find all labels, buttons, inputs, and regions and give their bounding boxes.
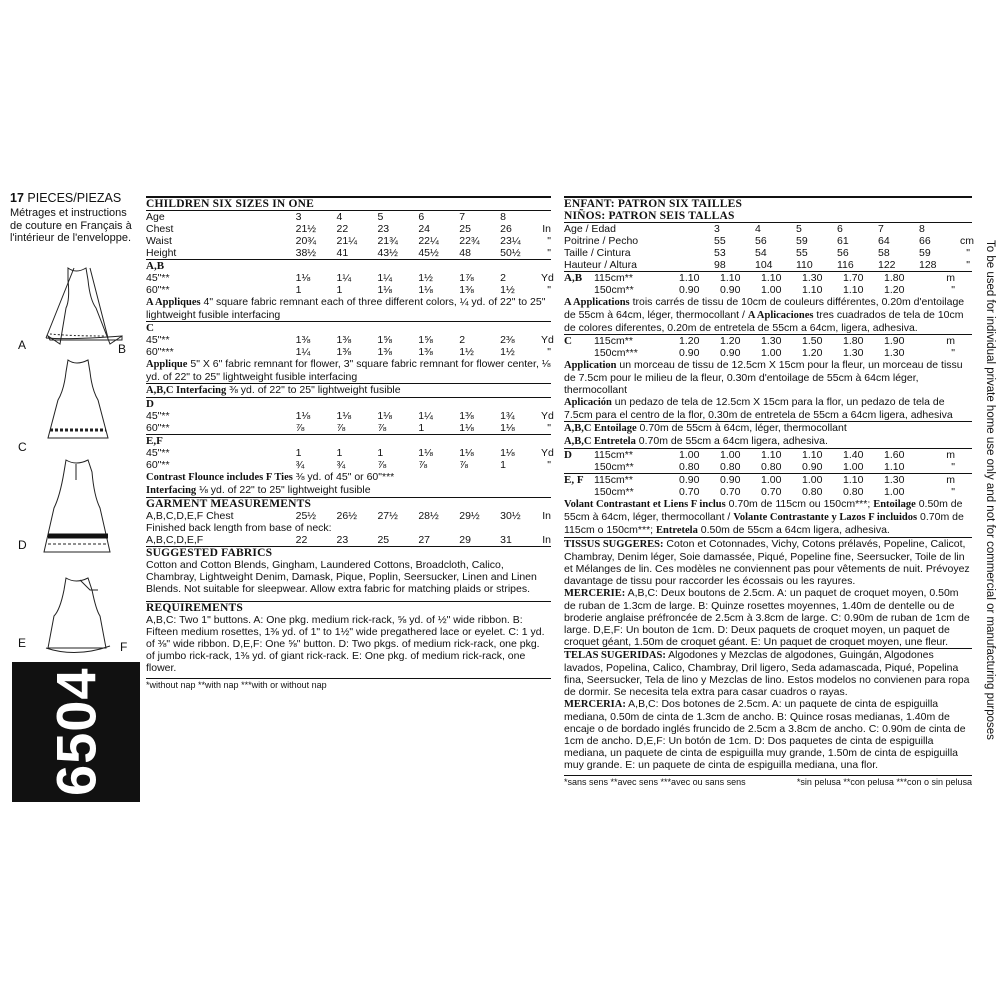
cell-value: 4 bbox=[336, 211, 343, 223]
english-column bbox=[146, 196, 554, 691]
row-label: Chest bbox=[146, 223, 174, 235]
row-label: 60"** bbox=[146, 284, 170, 296]
row-group-label bbox=[564, 461, 594, 473]
unit-label: m bbox=[946, 449, 955, 461]
cell-value: 29½ bbox=[459, 510, 480, 522]
fr-ab-table bbox=[564, 272, 972, 296]
cell-value: 7 bbox=[459, 211, 466, 223]
view-label-e: E bbox=[18, 636, 27, 650]
cell-value: 1.20 bbox=[884, 284, 905, 296]
cell-value: 23¼ bbox=[500, 235, 521, 247]
cell-value: 1⅝ bbox=[418, 334, 433, 346]
cell-value: 1.10 bbox=[884, 461, 905, 473]
cell-value: 0.90 bbox=[720, 284, 741, 296]
en-abc-interfacing: A,B,C Interfacing ⅜ yd. of 22" to 25" lightweight fusible bbox=[146, 384, 401, 396]
row-label: 150cm** bbox=[594, 461, 634, 473]
cell-value: 2⅜ bbox=[500, 334, 515, 346]
cell-value: 22 bbox=[336, 223, 349, 235]
cell-value: 0.70 bbox=[679, 486, 700, 498]
tissus-text: TISSUS SUGGERES: Coton et Cotonnades, Vichy, Cotons prélavés, Popeline, Calicot, Chambray, Denim léger, Soie damassée, Piqué, Popeline fine, Seersucker, Toile de lin et Mélanges de lin. Ces modèles ne conviennent pas pour vêtements de nuit. Prévoyez davantage de tissu pour raccorder les écossais ou les rayures. bbox=[564, 538, 970, 587]
cell-value: 25½ bbox=[295, 510, 317, 522]
unit-label: " bbox=[951, 486, 955, 498]
cell-value: 61 bbox=[837, 235, 849, 247]
cell-value: ¾ bbox=[336, 459, 346, 471]
cell-value: 22¾ bbox=[459, 235, 480, 247]
table-row bbox=[146, 510, 551, 522]
cell-value: ⅞ bbox=[336, 422, 346, 434]
cell-value: 0.80 bbox=[802, 486, 823, 498]
fr-c-table bbox=[564, 335, 972, 359]
cell-value: 66 bbox=[919, 235, 931, 247]
cell-value: 1⅜ bbox=[295, 334, 311, 346]
table-row bbox=[564, 474, 972, 486]
row-group-label: E, F bbox=[564, 474, 584, 486]
cell-value: 1½ bbox=[500, 346, 515, 358]
view-label-a: A bbox=[18, 338, 27, 352]
cell-value: 8 bbox=[919, 223, 925, 235]
row-label: Poitrine / Pecho bbox=[564, 235, 639, 247]
cell-value: 1.30 bbox=[802, 272, 823, 284]
cell-value: 6 bbox=[418, 211, 425, 223]
cell-value: 1 bbox=[418, 422, 425, 434]
cell-value: 1⅛ bbox=[459, 422, 474, 434]
cell-value: 1.10 bbox=[761, 449, 782, 461]
cell-value: ⅞ bbox=[377, 459, 387, 471]
cell-value: 116 bbox=[837, 259, 854, 271]
cell-value: 31 bbox=[500, 534, 512, 546]
es-footnote: *sin pelusa **con pelusa ***con o sin pelusa bbox=[796, 777, 972, 787]
cell-value: 1.00 bbox=[843, 461, 864, 473]
cell-value: 1.30 bbox=[843, 347, 864, 359]
cell-value: 55 bbox=[714, 235, 726, 247]
cell-value: 1¼ bbox=[336, 272, 352, 284]
row-label: 45"** bbox=[146, 334, 170, 346]
table-row bbox=[146, 272, 554, 284]
french-spanish-column bbox=[564, 196, 972, 788]
row-label: A,B,C,D,E,F Chest bbox=[146, 510, 234, 522]
cell-value: 30½ bbox=[500, 510, 521, 522]
cell-value: 1⅛ bbox=[377, 410, 393, 422]
requirements-text: A,B,C: Two 1" buttons. A: One pkg. medium rick-rack, ⅝ yd. of ½" wide ribbon. B: Fifteen medium rosettes, 1⅜ yd. of 1" to 1½" wide pregathered lace or eyelet. C: 1 yd. of ⅜" wide ribbon. D,E,F: One ⅝" button. D: Two pkgs. of medium rick-rack, one pkg. of jumbo rick-rack, 1⅜ yd. of giant rick-rack. E: One pkg. of medium rick-rack, one flower. bbox=[146, 614, 545, 674]
row-label: 60"** bbox=[146, 422, 170, 434]
en-ab-table bbox=[146, 272, 554, 296]
table-row bbox=[146, 211, 551, 223]
cell-value: 1.70 bbox=[843, 272, 864, 284]
cell-value: 7 bbox=[878, 223, 884, 235]
en-ef-interfacing: Interfacing ⅛ yd. of 22" to 25" lightweight fusible bbox=[146, 484, 371, 496]
cell-value: 55 bbox=[796, 247, 808, 259]
unit-label: " bbox=[951, 284, 955, 296]
row-label: 45"** bbox=[146, 272, 170, 284]
cell-value: 1.00 bbox=[761, 474, 782, 486]
view-label-c: C bbox=[18, 440, 27, 454]
table-row bbox=[146, 422, 551, 434]
cell-value: 5 bbox=[796, 223, 802, 235]
cell-value: 1.10 bbox=[843, 474, 864, 486]
table-row bbox=[146, 459, 551, 471]
row-group-label: A,B bbox=[564, 272, 583, 284]
table-row bbox=[146, 410, 554, 422]
cell-value: 1⅜ bbox=[418, 346, 433, 358]
cell-value: 1¼ bbox=[377, 272, 393, 284]
en-ef-table bbox=[146, 447, 554, 471]
cell-value: ⅞ bbox=[459, 459, 469, 471]
cell-value: 1⅞ bbox=[459, 272, 474, 284]
cell-value: 0.90 bbox=[679, 474, 700, 486]
cell-value: 1⅛ bbox=[295, 410, 311, 422]
row-label: Hauteur / Altura bbox=[564, 259, 637, 271]
table-row bbox=[146, 534, 551, 546]
fr-footnote: *sans sens **avec sens ***avec ou sans sens bbox=[564, 777, 746, 787]
fr-ef-table bbox=[564, 474, 972, 498]
row-label: 60"** bbox=[146, 459, 170, 471]
table-row bbox=[146, 346, 551, 358]
row-label: 115cm** bbox=[594, 474, 633, 486]
cell-value: 26 bbox=[500, 223, 512, 235]
cell-value: 25 bbox=[459, 223, 471, 235]
en-title: CHILDREN SIX SIZES IN ONE bbox=[146, 198, 314, 210]
unit-label: m bbox=[946, 474, 955, 486]
cell-value: 1½ bbox=[500, 284, 515, 296]
cell-value: 41 bbox=[336, 247, 349, 259]
cell-value: 1 bbox=[500, 459, 506, 471]
row-group-label bbox=[564, 284, 594, 296]
cell-value: ⅞ bbox=[295, 422, 305, 434]
fr-c-note-es: Aplicación un pedazo de tela de 12.5cm X 15cm para la flor, un pedazo de tela de 7.5cm para el centro de la flor, 0.30m de entretela de 55cm a 64cm ligera, adhesiva bbox=[564, 396, 953, 421]
cell-value: 1¼ bbox=[418, 410, 433, 422]
unit-label: In bbox=[542, 510, 552, 522]
cell-value: 22¼ bbox=[418, 235, 439, 247]
cell-value: 1 bbox=[336, 284, 343, 296]
cell-value: 1.10 bbox=[679, 272, 700, 284]
cell-value: 1⅜ bbox=[336, 334, 352, 346]
cell-value: 56 bbox=[755, 235, 767, 247]
cell-value: 0.80 bbox=[761, 461, 782, 473]
cell-value: 48 bbox=[459, 247, 471, 259]
cell-value: 1.30 bbox=[761, 335, 782, 347]
unit-label: Yd bbox=[540, 272, 554, 284]
cell-value: 1⅛ bbox=[500, 447, 515, 459]
cell-value: 1 bbox=[295, 284, 302, 296]
cell-value: 1 bbox=[377, 447, 384, 459]
pattern-number: 6504 bbox=[44, 667, 108, 797]
table-row bbox=[564, 259, 972, 271]
row-label: Waist bbox=[146, 235, 172, 247]
cell-value: 25 bbox=[377, 534, 390, 546]
cell-value: 56 bbox=[837, 247, 849, 259]
cell-value: 0.90 bbox=[679, 347, 700, 359]
cell-value: 20¾ bbox=[295, 235, 317, 247]
cell-value: 1.20 bbox=[802, 347, 823, 359]
cell-value: 50½ bbox=[500, 247, 521, 259]
fr-abc-entoilage: A,B,C Entoilage 0.70m de 55cm à 64cm, léger, thermocollant bbox=[564, 422, 847, 434]
table-row bbox=[564, 461, 972, 473]
fr-ef-note: Volant Contrastant et Liens F inclus 0.70m de 115cm ou 150cm***; Entoilage 0.50m de 55cm à 64cm, léger, thermocollant / Volante Contrastante y Lazos F incluidos 0.70m de 115cm o 150cm***; Entretela 0.50m de 55cm a 64cm ligera, adhesiva. bbox=[564, 498, 964, 536]
cell-value: 1⅛ bbox=[418, 447, 433, 459]
cell-value: 1.50 bbox=[802, 335, 823, 347]
cell-value: 64 bbox=[878, 235, 890, 247]
unit-label: " bbox=[547, 422, 552, 434]
cell-value: 59 bbox=[796, 235, 808, 247]
cell-value: 128 bbox=[919, 259, 937, 271]
fr-size-table bbox=[564, 223, 972, 271]
cell-value: 1⅜ bbox=[336, 346, 352, 358]
cell-value: 1.80 bbox=[884, 272, 905, 284]
cell-value: 3 bbox=[295, 211, 302, 223]
view-label-f: F bbox=[120, 640, 128, 654]
cell-value: 1.00 bbox=[679, 449, 700, 461]
telas-text: TELAS SUGERIDAS: Algodones y Mezclas de algodones, Guingán, Algodones lavados, Popelina, Calico, Chambray, Dril ligero, Seda adamascada, Piqué, Popelina fina, Seersucker, Tela de lino y Mezclas de lino. Estos modelos no convienen para ropa de dormir. Se necesita tela extra para casar cuadros o rayas. bbox=[564, 649, 970, 698]
en-size-table bbox=[146, 211, 551, 259]
cell-value: 1⅜ bbox=[459, 410, 474, 422]
garment-table bbox=[146, 510, 551, 522]
cell-value: ⅞ bbox=[418, 459, 428, 471]
table-row bbox=[564, 223, 972, 235]
cell-value: 0.80 bbox=[679, 461, 700, 473]
cell-value: 1⅛ bbox=[459, 447, 474, 459]
unit-label bbox=[960, 223, 970, 235]
unit-label: Yd bbox=[540, 410, 554, 422]
cell-value: 54 bbox=[755, 247, 767, 259]
cell-value: 1¾ bbox=[500, 410, 515, 422]
cell-value: 27½ bbox=[377, 510, 398, 522]
cell-value: 1.60 bbox=[884, 449, 905, 461]
cell-value: 28½ bbox=[418, 510, 439, 522]
table-row bbox=[564, 247, 972, 259]
cell-value: 22 bbox=[295, 534, 308, 546]
cell-value: 1.90 bbox=[884, 335, 905, 347]
cell-value: 1⅛ bbox=[377, 284, 393, 296]
cell-value: 29 bbox=[459, 534, 471, 546]
back-length-label: Finished back length from base of neck: bbox=[146, 522, 332, 534]
row-label: 45"** bbox=[146, 410, 170, 422]
fr-ab-note: A Applications trois carrés de tissu de 10cm de couleurs différentes, 0.20m d'entoilage de 55cm à 64cm, léger, thermocollant / A Aplicaciones tres cuadrados de tela de 10cm de colores diferentes, 0.20m de entretela de 55cm a 64cm, ligera, adhesiva. bbox=[564, 296, 965, 334]
unit-label: " bbox=[547, 346, 552, 358]
cell-value: 1.10 bbox=[761, 272, 782, 284]
table-row bbox=[564, 272, 972, 284]
row-group-label: D bbox=[564, 449, 572, 461]
cell-value: 1.00 bbox=[720, 449, 741, 461]
cell-value: 110 bbox=[796, 259, 813, 271]
table-row bbox=[564, 486, 972, 498]
unit-label: " bbox=[966, 259, 970, 271]
cell-value: 0.90 bbox=[802, 461, 823, 473]
mercerie-text: MERCERIE: A,B,C: Deux boutons de 2.5cm. A: un paquet de croquet moyen, 0.50m de ruban de 1.3cm de large. B: Quinze rosettes moyennes, 1.40m de dentelle ou de broderie anglaise préfroncée de 2.5cm à 3.8cm de large. C: 0.90m de ruban de 1cm de large. D,E,F: Un bouton de 1cm. D: Deux paquets de croquet moyen, un paquet de croquet géant, 1.50m de croquet géant. E: Un paquet de croquet moyen, une fleur. bbox=[564, 587, 970, 648]
view-label-d: D bbox=[18, 538, 27, 552]
en-ef-flounce: Contrast Flounce includes F Ties ⅜ yd. of 45" or 60"*** bbox=[146, 471, 395, 483]
cell-value: 1¼ bbox=[295, 346, 311, 358]
row-label: Age bbox=[146, 211, 165, 223]
french-note: Métrages et instructions de couture en Français à l'intérieur de l'enveloppe. bbox=[10, 207, 132, 244]
cell-value: 1.10 bbox=[720, 272, 741, 284]
cell-value: 104 bbox=[755, 259, 773, 271]
fr-d-table bbox=[564, 449, 972, 473]
cell-value: 0.70 bbox=[720, 486, 741, 498]
en-c-table bbox=[146, 334, 554, 358]
cell-value: 3 bbox=[714, 223, 720, 235]
cell-value: 2 bbox=[459, 334, 466, 346]
row-label: 150cm** bbox=[594, 486, 634, 498]
unit-label: " bbox=[951, 461, 955, 473]
row-label: 150cm** bbox=[594, 284, 634, 296]
row-label: 115cm** bbox=[594, 449, 633, 461]
unit-label: m bbox=[946, 272, 955, 284]
es-title: NIÑOS: PATRON SEIS TALLAS bbox=[564, 210, 735, 222]
cell-value: 98 bbox=[714, 259, 726, 271]
unit-label: m bbox=[946, 335, 955, 347]
cell-value: 1 bbox=[336, 447, 343, 459]
cell-value: 1.10 bbox=[843, 284, 864, 296]
cell-value: 27 bbox=[418, 534, 431, 546]
fr-abc-entretela: A,B,C Entretela 0.70m de 55cm a 64cm ligera, adhesiva. bbox=[564, 435, 828, 447]
cell-value: 1½ bbox=[418, 272, 433, 284]
en-footnote: *without nap **with nap ***with or without nap bbox=[146, 680, 327, 690]
table-row bbox=[146, 284, 551, 296]
en-ab-head: A,B bbox=[146, 260, 165, 272]
en-d-head: D bbox=[146, 398, 154, 410]
cell-value: 38½ bbox=[295, 247, 317, 259]
cell-value: 8 bbox=[500, 211, 506, 223]
table-row bbox=[564, 284, 972, 296]
row-label: 45"** bbox=[146, 447, 170, 459]
unit-label: Yd bbox=[540, 447, 554, 459]
unit-label: " bbox=[547, 459, 552, 471]
cell-value: 1.80 bbox=[843, 335, 864, 347]
cell-value: 0.70 bbox=[761, 486, 782, 498]
table-row bbox=[146, 235, 551, 247]
table-row bbox=[146, 223, 551, 235]
cell-value: 21¼ bbox=[336, 235, 357, 247]
merceria-text: MERCERIA: A,B,C: Dos botones de 2.5cm. A: un paquete de cinta de espiguilla mediana, 0.50m de cinta de 1.3cm de ancho. B: Quince rosas medianas, 1.40m de encaje o de bordado inglés fruncido de 2.5cm a 3.8cm de ancho. C: 0.90m de cinta de 1cm de ancho. D,E,F: Un botón de 1cm. D: Dos paquetes de cinta de espiguilla mediana, un paquete de cinta de espiguilla muy grande, 1.50m de cinta de espiguilla muy grande. E: un paquete de cinta de espiguilla mediana, una flor. bbox=[564, 698, 966, 771]
cell-value: 2 bbox=[500, 272, 506, 284]
cell-value: 1.20 bbox=[720, 335, 741, 347]
cell-value: 1.10 bbox=[802, 449, 823, 461]
row-group-label: C bbox=[564, 335, 572, 347]
cell-value: 21½ bbox=[295, 223, 317, 235]
cell-value: 1.30 bbox=[884, 474, 905, 486]
cell-value: 1.10 bbox=[802, 284, 823, 296]
cell-value: 26½ bbox=[336, 510, 357, 522]
cell-value: 21¾ bbox=[377, 235, 398, 247]
cell-value: 1.00 bbox=[761, 284, 782, 296]
en-ef-head: E,F bbox=[146, 435, 163, 447]
cell-value: 0.80 bbox=[720, 461, 741, 473]
table-row bbox=[146, 334, 554, 346]
table-row bbox=[146, 247, 551, 259]
cell-value: 6 bbox=[837, 223, 843, 235]
row-label: 115cm** bbox=[594, 272, 633, 284]
garment-sketches bbox=[10, 260, 145, 660]
unit-label: cm bbox=[960, 235, 974, 247]
unit-label: " bbox=[547, 247, 552, 259]
row-label: A,B,C,D,E,F bbox=[146, 534, 204, 546]
cell-value: 1⅜ bbox=[377, 346, 393, 358]
pieces-count: 17 PIECES/PIEZAS bbox=[10, 191, 122, 205]
cell-value: 0.90 bbox=[720, 347, 741, 359]
cell-value: 122 bbox=[878, 259, 896, 271]
cell-value: 0.90 bbox=[720, 474, 741, 486]
cell-value: 23 bbox=[336, 534, 349, 546]
cell-value: 1.30 bbox=[884, 347, 905, 359]
fr-title: ENFANT: PATRON SIX TAILLES bbox=[564, 198, 743, 210]
cell-value: ¾ bbox=[295, 459, 305, 471]
en-d-table bbox=[146, 410, 554, 434]
cell-value: 1⅛ bbox=[336, 410, 352, 422]
row-group-label bbox=[564, 486, 594, 498]
cell-value: 43½ bbox=[377, 247, 398, 259]
cell-value: 4 bbox=[755, 223, 761, 235]
cell-value: 1⅜ bbox=[459, 284, 474, 296]
cell-value: ⅞ bbox=[377, 422, 387, 434]
garment-title: GARMENT MEASUREMENTS bbox=[146, 498, 312, 510]
cell-value: 1½ bbox=[459, 346, 474, 358]
cell-value: 1 bbox=[295, 447, 302, 459]
row-group-label bbox=[564, 347, 594, 359]
requirements-title: REQUIREMENTS bbox=[146, 602, 243, 614]
cell-value: 1.00 bbox=[884, 486, 905, 498]
table-row bbox=[564, 449, 972, 461]
fr-c-note-fr: Application un morceau de tissu de 12.5cm X 15cm pour la fleur, un morceau de tissu de 7.5cm pour le milieu de la fleur, 0.30m d'entoilage de 55cm à 64cm léger, thermocollant bbox=[564, 359, 963, 396]
table-row bbox=[564, 335, 972, 347]
en-c-head: C bbox=[146, 322, 154, 334]
unit-label: In bbox=[542, 534, 552, 546]
usage-note: To be used for individual private home use only and not for commercial or manufacturing purposes bbox=[984, 240, 996, 740]
cell-value: 45½ bbox=[418, 247, 439, 259]
fabrics-text: Cotton and Cotton Blends, Gingham, Laundered Cottons, Broadcloth, Calico, Chambray, Lightweight Denim, Damask, Pique, Poplin, Seersucker, Linen and Linen Blends. Not suitable for sleepwear. Allow extra fabric for matching plaids or stripes. bbox=[146, 559, 537, 595]
cell-value: 1.00 bbox=[802, 474, 823, 486]
table-row bbox=[564, 235, 972, 247]
cell-value: 59 bbox=[919, 247, 931, 259]
cell-value: 5 bbox=[377, 211, 384, 223]
cell-value: 1.40 bbox=[843, 449, 864, 461]
cell-value: 53 bbox=[714, 247, 726, 259]
cell-value: 0.80 bbox=[843, 486, 864, 498]
cell-value: 1⅝ bbox=[377, 334, 393, 346]
unit-label: Yd bbox=[540, 334, 554, 346]
unit-label: In bbox=[542, 223, 552, 235]
cell-value: 1⅛ bbox=[418, 284, 433, 296]
back-length-table bbox=[146, 534, 551, 546]
table-row bbox=[146, 447, 554, 459]
fabrics-title: SUGGESTED FABRICS bbox=[146, 547, 273, 559]
cell-value: 1.00 bbox=[761, 347, 782, 359]
cell-value: 58 bbox=[878, 247, 890, 259]
row-label: 60"*** bbox=[146, 346, 174, 358]
unit-label: " bbox=[966, 247, 970, 259]
cell-value: 1⅛ bbox=[500, 422, 515, 434]
en-ab-note: A Appliques 4" square fabric remnant each of three different colors, ¼ yd. of 22" to 25" lightweight fusible interfacing bbox=[146, 296, 546, 321]
row-label: Taille / Cintura bbox=[564, 247, 631, 259]
table-row bbox=[564, 347, 972, 359]
row-label: 150cm*** bbox=[594, 347, 638, 359]
unit-label bbox=[541, 211, 551, 223]
row-label: Height bbox=[146, 247, 177, 259]
unit-label: " bbox=[547, 235, 552, 247]
row-label: 115cm** bbox=[594, 335, 633, 347]
unit-label: " bbox=[547, 284, 552, 296]
cell-value: 0.90 bbox=[679, 284, 700, 296]
cell-value: 1⅛ bbox=[295, 272, 311, 284]
row-label: Age / Edad bbox=[564, 223, 616, 235]
cell-value: 24 bbox=[418, 223, 431, 235]
cell-value: 23 bbox=[377, 223, 390, 235]
unit-label: " bbox=[951, 347, 955, 359]
cell-value: 1.20 bbox=[679, 335, 700, 347]
view-label-b: B bbox=[118, 342, 127, 356]
en-c-note: Applique 5" X 6" fabric remnant for flower, 3" square fabric remnant for flower center, ⅛ yd. of 22" to 25" lightweight fusible interfacing bbox=[146, 358, 551, 383]
